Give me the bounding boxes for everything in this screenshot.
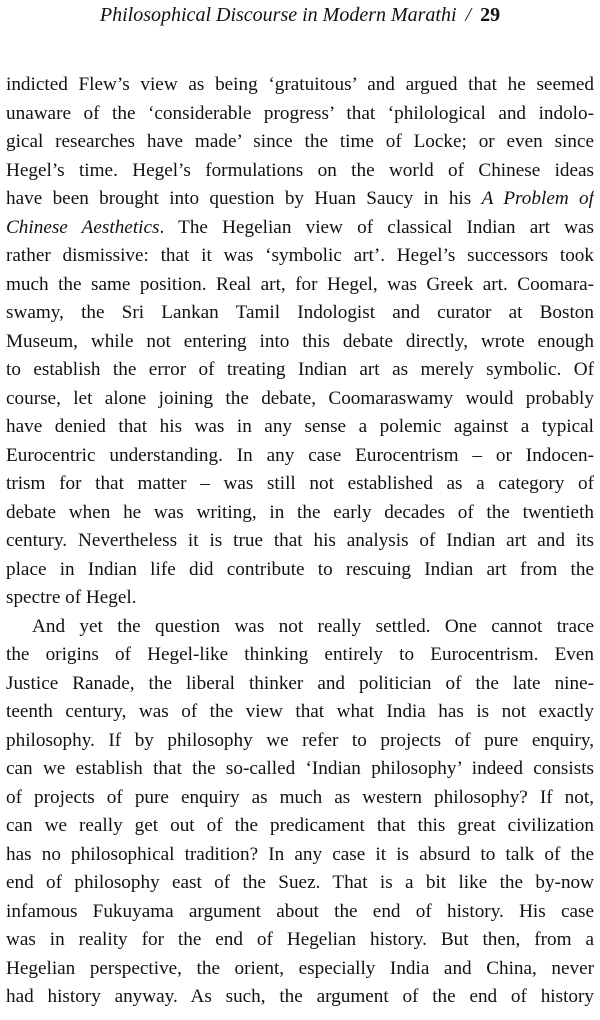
- text-line: [6, 613, 594, 642]
- text-run: end of philosophy east of the Suez. That is a bit like the by-now: [6, 872, 594, 893]
- text-run: spectre of Hegel.: [6, 587, 137, 608]
- page-number: 29: [480, 4, 501, 26]
- text-line: [6, 556, 594, 585]
- text-line: [6, 242, 594, 271]
- italic-title-run: Chinese Aesthetics: [6, 216, 160, 238]
- text-run: debate when he was writing, in the early decades of the twentieth: [6, 501, 594, 523]
- paragraph-1: [6, 71, 594, 613]
- text-run: can we establish that the so-called ‘Indian philosophy’ indeed consists: [6, 758, 594, 779]
- text-line: [6, 271, 594, 300]
- running-header-separator: /: [465, 4, 472, 26]
- text-line: [6, 299, 594, 328]
- text-run: place in Indian life did contribute to rescuing Indian art from the: [6, 558, 594, 580]
- italic-title-run: A Problem of: [481, 188, 594, 209]
- text-line: [6, 385, 594, 414]
- text-run: Museum, while not entering into this debate directly, wrote enough: [6, 330, 594, 352]
- text-line: [6, 812, 594, 841]
- text-run: has no philosophical tradition? In any case it is absurd to talk of the: [6, 843, 594, 865]
- text-run: can we really get out of the predicament that this great civilization: [6, 815, 594, 836]
- text-run: teenth century, was of the view that what India has is not exactly: [6, 701, 594, 722]
- text-line: [6, 356, 594, 385]
- text-run: gical researches have made’ since the time of Locke; or even since: [6, 131, 594, 152]
- text-run: have denied that his was in any sense a polemic against a typical: [6, 416, 594, 437]
- text-run: of projects of pure enquiry as much as western philosophy? If not,: [6, 786, 594, 808]
- text-run: Eurocentric understanding. In any case Eurocentrism – or Indocen-: [6, 444, 594, 466]
- text-run: had history anyway. As such, the argument of the end of history: [6, 986, 594, 1007]
- text-line: [6, 584, 594, 613]
- text-run: infamous Fukuyama argument about the end of history. His case: [6, 900, 594, 922]
- text-run: philosophy. If by philosophy we refer to projects of pure enquiry,: [6, 729, 594, 751]
- text-line: [6, 470, 594, 499]
- text-line: [6, 670, 594, 699]
- body-text: [6, 71, 594, 1012]
- text-run: have been brought into question by Huan Saucy in his: [6, 188, 482, 209]
- text-run: century. Nevertheless it is true that his analysis of Indian art and its: [6, 530, 594, 551]
- running-header: [0, 2, 600, 28]
- text-line: [6, 784, 594, 813]
- paragraph-2: [6, 613, 594, 1012]
- text-line: [6, 869, 594, 898]
- text-run: indicted Flew’s view as being ‘gratuitous’ and argued that he seemed: [6, 74, 594, 95]
- text-line: [6, 214, 594, 243]
- text-line: [6, 755, 594, 784]
- text-run: . The Hegelian view of classical Indian art was: [159, 216, 594, 238]
- text-run: swamy, the Sri Lankan Tamil Indologist and curator at Boston: [6, 302, 594, 323]
- text-run: Hegelian perspective, the orient, especially India and China, never: [6, 957, 594, 979]
- text-line: [6, 128, 594, 157]
- text-line: [6, 100, 594, 129]
- text-line: [6, 413, 594, 442]
- text-run: course, let alone joining the debate, Coomaraswamy would probably: [6, 387, 594, 409]
- text-line: [6, 841, 594, 870]
- text-run: to establish the error of treating Indian art as merely symbolic. Of: [6, 359, 594, 380]
- text-line: [6, 157, 594, 186]
- text-run: trism for that matter – was still not established as a category of: [6, 473, 594, 494]
- text-run: rather dismissive: that it was ‘symbolic art’. Hegel’s successors took: [6, 245, 594, 266]
- text-line: [6, 328, 594, 357]
- text-line: [6, 499, 594, 528]
- text-run: Justice Ranade, the liberal thinker and politician of the late nine-: [6, 672, 594, 694]
- text-line: [6, 442, 594, 471]
- text-line: [6, 527, 594, 556]
- text-line: [6, 641, 594, 670]
- text-line: [6, 185, 594, 214]
- text-line: [6, 955, 594, 984]
- text-line: [6, 727, 594, 756]
- text-run: the origins of Hegel-like thinking entirely to Eurocentrism. Even: [6, 644, 594, 665]
- text-run: was in reality for the end of Hegelian history. But then, from a: [6, 929, 594, 950]
- text-run: And yet the question was not really settled. One cannot trace: [32, 615, 594, 637]
- text-run: Hegel’s time. Hegel’s formulations on the world of Chinese ideas: [6, 159, 594, 181]
- text-line: [6, 71, 594, 100]
- text-line: [6, 926, 594, 955]
- text-run: much the same position. Real art, for Hegel, was Greek art. Coomara-: [6, 273, 594, 295]
- running-header-title: Philosophical Discourse in Modern Marathi: [99, 4, 457, 26]
- text-line: [6, 983, 594, 1012]
- text-line: [6, 698, 594, 727]
- text-line: [6, 898, 594, 927]
- text-run: unaware of the ‘considerable progress’ that ‘philological and indolo-: [6, 102, 594, 124]
